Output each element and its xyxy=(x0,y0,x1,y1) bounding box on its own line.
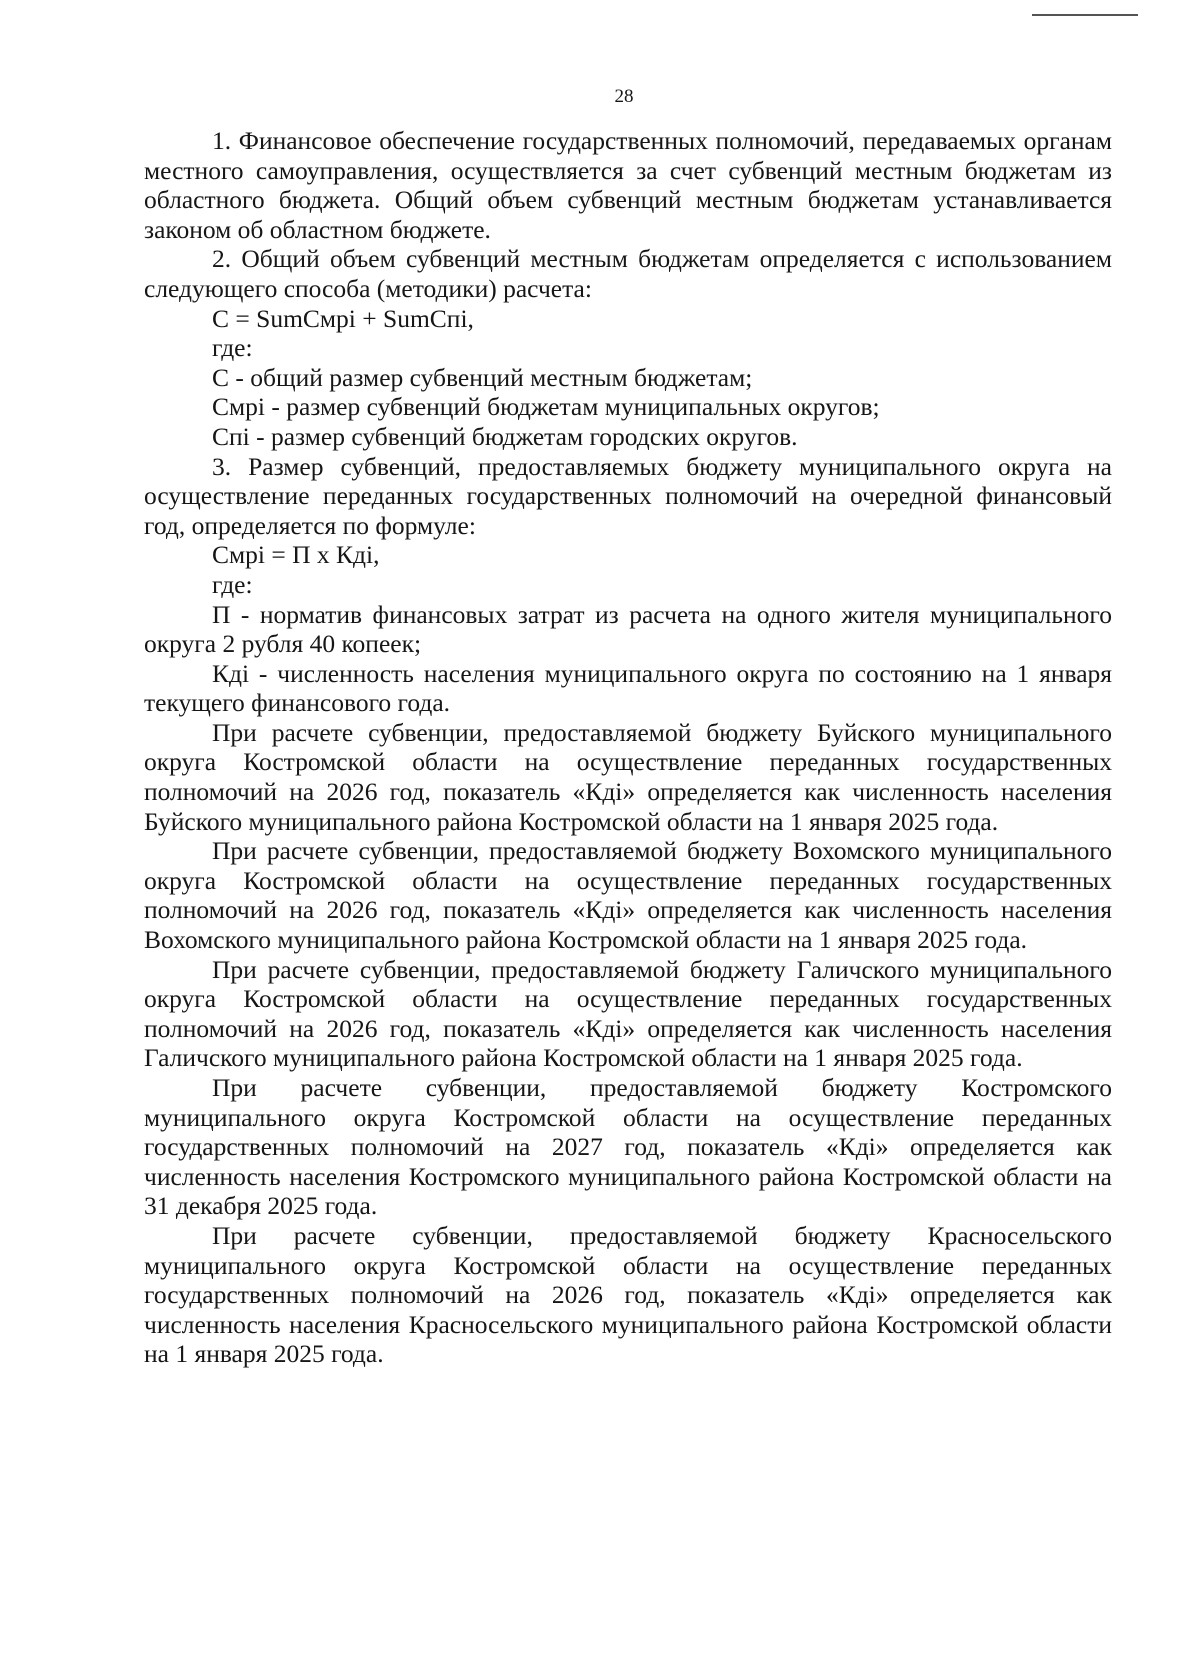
paragraph-kostroma: При расчете субвенции, предоставляемой бюджету Костромского муниципального округа Костромской области на осуществление переданных государственных полномочий на 2027 год, показатель «Кдi» определяется как численность населения Костромского муниципального района Костромской области на 31 декабря 2025 года. xyxy=(144,1073,1112,1221)
page-number: 28 xyxy=(614,86,634,107)
definition-kdi: Кдi - численность населения муниципального округа по состоянию на 1 января текущего финансового года. xyxy=(144,658,1112,718)
definition-cmri: Смрi - размер субвенций бюджетам муниципальных округов; xyxy=(212,392,880,422)
paragraph-3: 3. Размер субвенций, предоставляемых бюджету муниципального округа на осуществление переданных государственных полномочий на очередной финансовый год, определяется по формуле: xyxy=(144,451,1112,540)
paragraph-galich: При расчете субвенции, предоставляемой бюджету Галичского муниципального округа Костромской области на осуществление переданных государственных полномочий на 2026 год, показатель «Кдi» определяется как численность населения Галичского муниципального района Костромской области на 1 января 2025 года. xyxy=(144,954,1112,1073)
formula-total: С = SumСмрi + SumСпi, xyxy=(212,303,474,333)
paragraph-krasnoe: При расчете субвенции, предоставляемой бюджету Красносельского муниципального округа Костромской области на осуществление переданных государственных полномочий на 2026 год, показатель «Кдi» определяется как численность населения Красносельского муниципального района Костромской области на 1 января 2025 года. xyxy=(144,1220,1112,1369)
definition-p: П - норматив финансовых затрат из расчета на одного жителя муниципального округа 2 рубля 40 копеек; xyxy=(144,599,1112,659)
where-label: где: xyxy=(212,333,253,363)
formula-cmri: Смрi = П х Кдi, xyxy=(212,540,380,570)
where-label-2: где: xyxy=(212,569,253,599)
paragraph-2: 2. Общий объем субвенций местным бюджетам определяется с использованием следующего способа (методики) расчета: xyxy=(144,244,1112,303)
paragraph-1: 1. Финансовое обеспечение государственных полномочий, передаваемых органам местного самоуправления, осуществляется за счет субвенций местным бюджетам из областного бюджета. Общий объем субвенций местным бюджетам устанавливается законом об областном бюджете. xyxy=(144,126,1112,244)
document-body xyxy=(144,126,1112,1369)
paragraph-vokhma: При расчете субвенции, предоставляемой бюджету Вохомского муниципального округа Костромской области на осуществление переданных государственных полномочий на 2026 год, показатель «Кдi» определяется как численность населения Вохомского муниципального района Костромской области на 1 января 2025 года. xyxy=(144,836,1112,955)
definition-cpi: Спi - размер субвенций бюджетам городских округов. xyxy=(212,421,798,451)
scan-mark xyxy=(1032,14,1138,16)
paragraph-buy: При расчете субвенции, предоставляемой бюджету Буйского муниципального округа Костромской области на осуществление переданных государственных полномочий на 2026 год, показатель «Кдi» определяется как численность населения Буйского муниципального района Костромской области на 1 января 2025 года. xyxy=(144,717,1112,836)
definition-c: С - общий размер субвенций местным бюджетам; xyxy=(212,362,753,392)
